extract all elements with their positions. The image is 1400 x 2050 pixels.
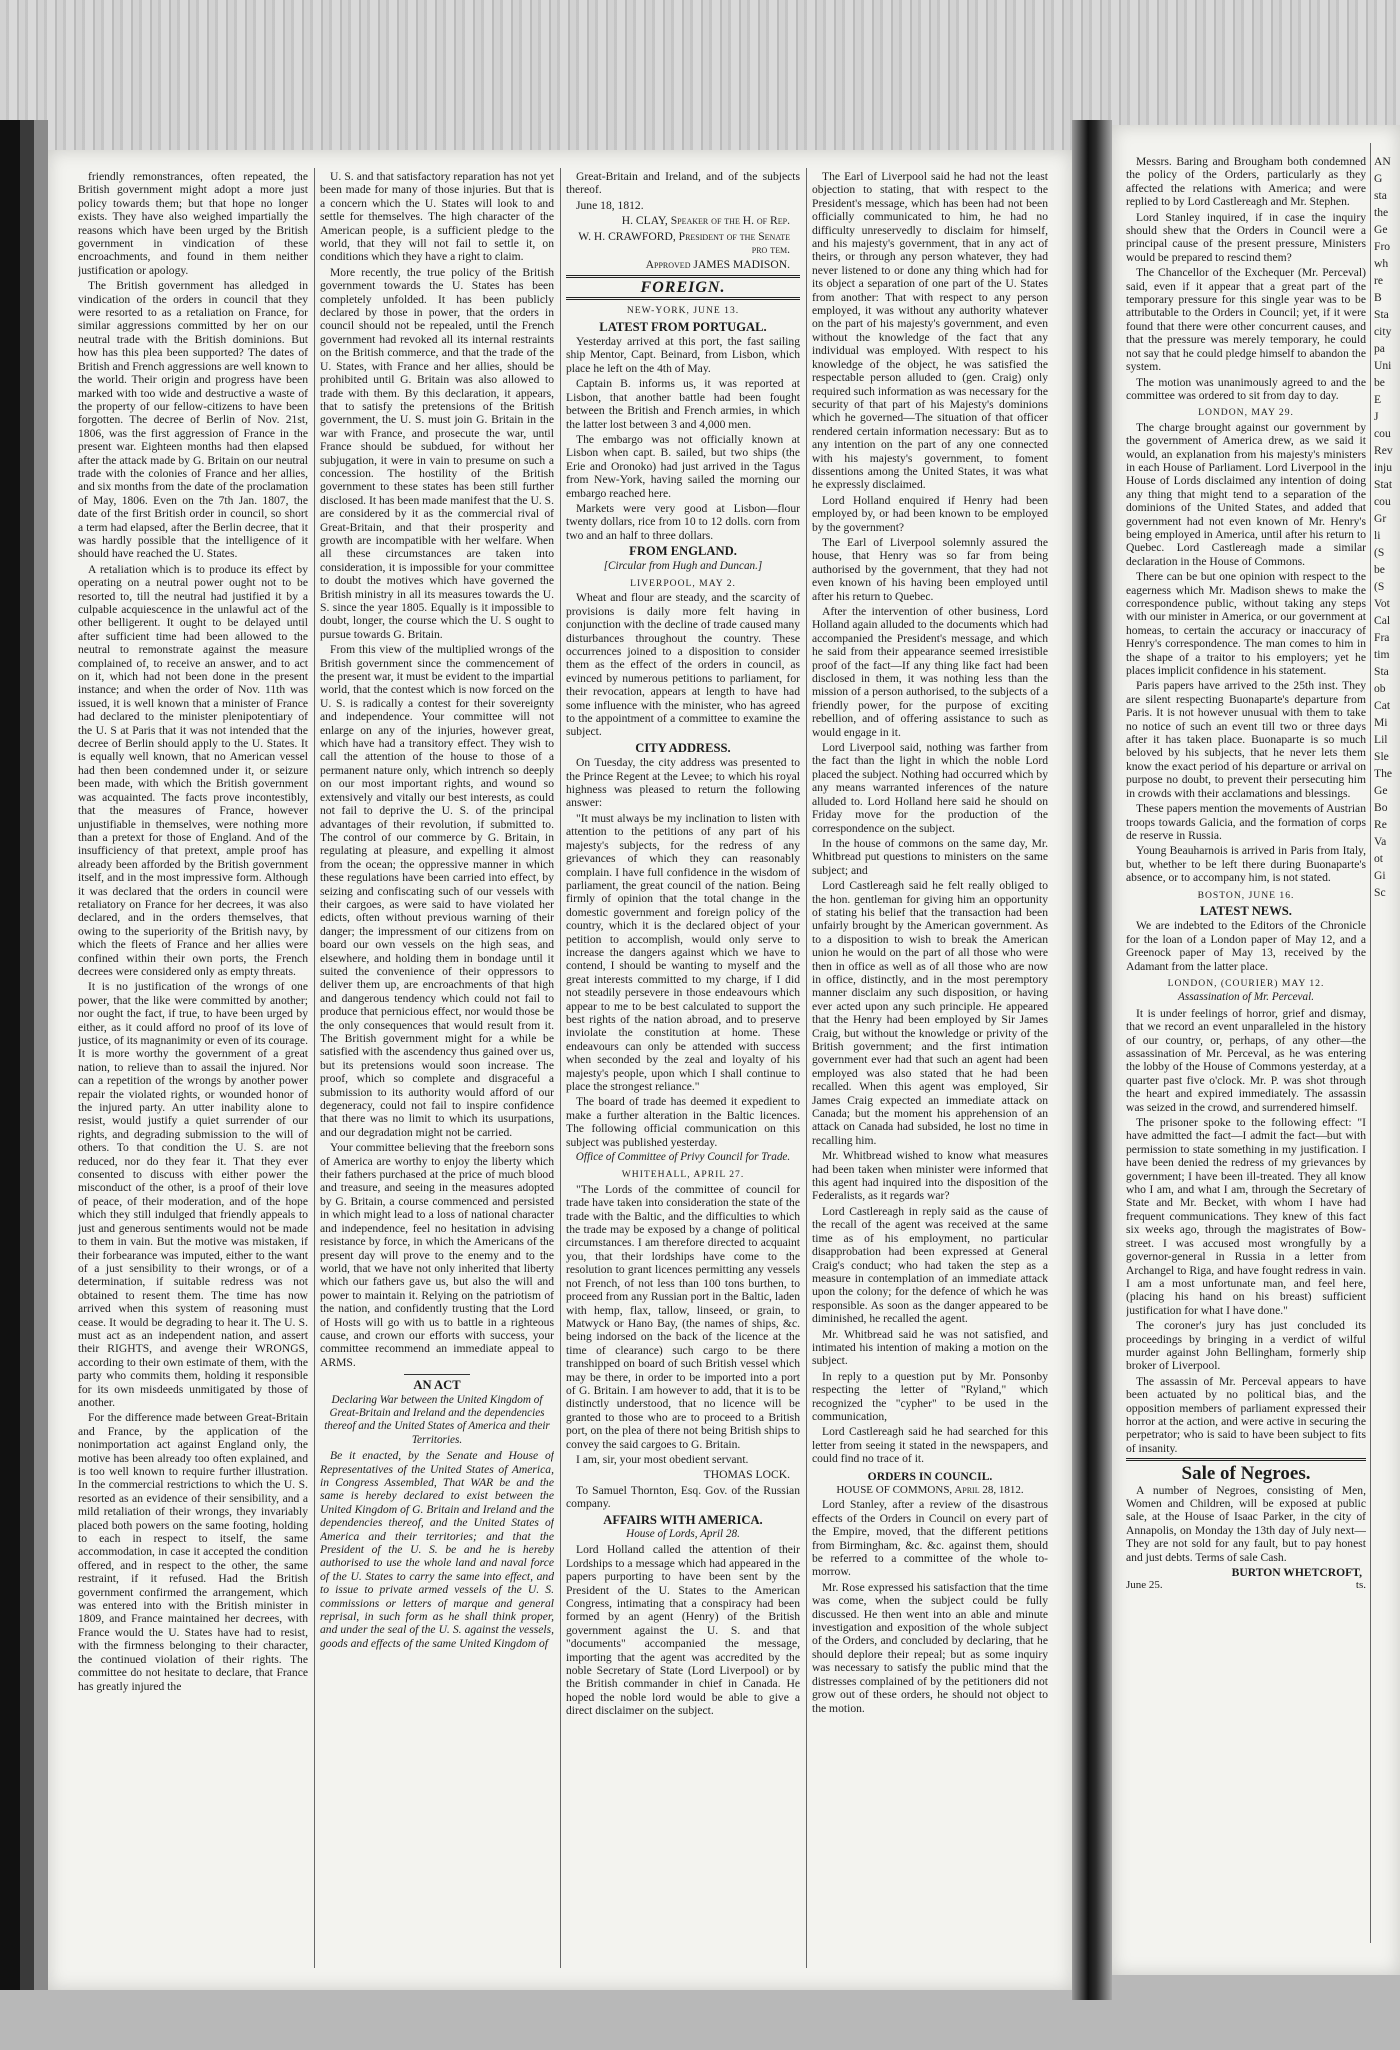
act-body: Be it enacted, by the Senate and House of Representatives of the United States of America, in Congress Assembled, That WAR be and the same is hereby declared to exist between the United Kingdom of G. Britain and Ireland and the dependencies thereof, and the United States of America and their territories; and that the President of the U. S. be and he is hereby authorised to use the whole land and naval force of the U. States to carry the same into effect, and to issue to private armed vessels of the U. S. commissions or letters of marque and general reprisal, in such form as he shall think proper, and under the seal of the U. S. against the vessels, goods and effects of the same United Kingdom of — [320, 1449, 554, 1650]
col2-paragraph: Your committee believing that the freeborn sons of America are worthy to enjoy the liberty which their fathers purchased at the price of much blood and treasure, and seeing in the measures adopted by G. Britain, a course commenced and persisted in which might lead to a loss of national character and independence, feel no hesitation in advising resistance by force, in which the Americans of the present day will prove to the enemy and to the world, that we have not only inherited that liberty which our fathers gave us, but also the will and power to maintain it. Relying on the patriotism of the nation, and confidently trusting that the Lord of Hosts will go with us to battle in a righteous cause, and crown our efforts with success, your committee recommend an immediate appeal to ARMS. — [320, 1141, 554, 1369]
column-1 — [78, 170, 308, 1970]
edge-fragment: be — [1374, 563, 1385, 576]
edge-fragment: city — [1374, 325, 1392, 338]
col1-paragraph: A retaliation which is to produce its effect by operating on a neutral power ought not to be resorted to, till the neutral had justified it by a culpable acquiescence in the unlawful act of the other belligerent. It ought to be delayed until after sufficient time had been allowed to the neutral to remonstrate against the measure complained of, to receive an answer, and to act on it, which had not been done in the present instance; and when the order of Nov. 11th was issued, it is well known that a minister of France had declared to the minister plenipotentiary of the U. S at Paris that it was not intended that the decree of Berlin should apply to the U. States. It is equally well known, that no American vessel had then been condemned under it, or seizure been made, with which the British government was acquainted. The facts prove incontestibly, that the measures of France, however unjustifiable in themselves, were nothing more than a pretext for those of England. And of the insufficiency of that pretext, ample proof has already been afforded by the British government itself, and in the most impressive form. Although it was declared that the orders in council were retaliatory on France for her decrees, it was also declared, and in the orders themselves, that owing to the superiority of the British navy, by which the fleets of France and her allies were confined within their own ports, the French decrees were considered only as empty threats. — [78, 562, 308, 978]
cropped-column-fragments — [1374, 155, 1400, 903]
edge-fragment: Cal — [1374, 614, 1391, 627]
sale-notice-signer: BURTON WHETCROFT, — [1231, 1566, 1362, 1580]
col4-paragraph: Lord Castlereagh said he had searched for this letter from seeing it stated in the newspapers, and could find no trace of it. — [812, 1425, 1048, 1466]
col4-paragraph: Lord Holland enquired if Henry had been employed by, or had been known to be employed by the government? — [812, 493, 1048, 534]
edge-fragment: Stat — [1374, 478, 1393, 491]
col5-paragraph: These papers mention the movements of Austrian troops towards Galicia, and the formation of corps de reserve in Russia. — [1126, 802, 1366, 842]
signature-madison: Approved JAMES MADISON. — [645, 258, 790, 272]
col5-paragraph: We are indebted to the Editors of the Chronicle for the loan of a London paper of May 12, and a Greenock paper of May 13, received by the Adamant from the latter place. — [1126, 919, 1366, 973]
england-paragraph: Wheat and flour are steady, and the scarcity of provisions is daily more felt having in conjunction with the decline of trade caused many disturbances throughout the country. These occurrences joined to a disposition to consider them as the effect of the orders in council, as evinced by numerous petitions to parliament, for their revocation, appears at length to have had some influence with the minister, who has agreed to the appointment of a committee to examine the subject. — [566, 591, 800, 739]
dateline-boston: BOSTON, JUNE 16. — [1197, 889, 1295, 901]
page-gutter — [1072, 120, 1112, 2000]
edge-fragment: the — [1374, 206, 1389, 219]
portugal-paragraph: Markets were very good at Lisbon—flour twenty dollars, rice from 10 to 12 dolls. corn from two and an half to three dollars. — [566, 501, 800, 542]
col4-paragraph: The Earl of Liverpool said he had not the least objection to stating, that with respect to the President's message, which has been had not been officially communicated to him, he had no difficulty unreservedly to disclaim for himself, and his majesty's government, that in any act of theirs, or through any person whatever, they had never listened to or done any thing which had for its object a separation of one part of the U. States from another: That with respect to any person employed, it was without any authority whatever on the part of his majesty's government, and even without the knowledge of the fact that any individual was employed. With respect to his knowledge of the object, he was satisfied the respectable person alluded to (gen. Craig) only required such information as was necessary for the security of that part of his Majesty's dominions which he governed—The situation of that officer rendered certain information necessary: But as to any intention on the part of any one connected with his majesty's government, to foment dissentions among the United States, it was what he expressly disclaimed. — [812, 170, 1048, 492]
dateline-whitehall: WHITEHALL, APRIL 27. — [621, 1169, 745, 1181]
col4-paragraph: In the house of commons on the same day, Mr. Whitbread put questions to ministers on the same subject; and — [812, 836, 1048, 877]
edge-fragment: Va — [1374, 835, 1387, 848]
col5-paragraph: Messrs. Baring and Brougham both condemned the policy of the Orders, particularly as they affected the relations with America; and were replied to by Lord Castlereagh and Mr. Stephen. — [1126, 155, 1366, 209]
portugal-heading: LATEST FROM PORTUGAL. — [599, 319, 767, 334]
col4-paragraph: Lord Castlereagh said he felt really obliged to the hon. gentleman for giving him an opportunity of stating his belief that the transaction had been unfairly brought by the American government. As to a disposition to wish to break the American union he would on the part of all those who were then in office as well as of all those who are now in office, distinctly, and in the most peremptory manner disclaim any such disposition, or having ever acted upon any such principle. He appeared that the Henry had been employed by Sir James Craig, but without the knowledge or privity of the British government; and the first intimation government ever had that such an agent had been employed was also stated that he had been recalled. When this agent was employed, Sir James Craig expected an immediate attack on Canada; but the moment his apprehension of an attack on Canada had subsided, he lost no time in recalling him. — [812, 879, 1048, 1147]
double-rule — [566, 297, 800, 300]
privy-council-subheading: Office of Committee of Privy Council for Trade. — [575, 1151, 791, 1164]
dateline-london: LONDON, MAY 29. — [1198, 407, 1294, 419]
col2-paragraph: More recently, the true policy of the British government towards the U. States has been completely unfolded. It has been publicly declared by those in power, that the orders in council should not be repealed, until the French government had revoked all its internal restraints on the British commerce, and that the trade of the U. States, with France and her allies, should be prohibited until G. Britain was also allowed to trade with them. By this declaration, it appears, that to satisfy the pretensions of the British government, the U. S. must join G. Britain in the war with France, and prosecute the war, until France should be subdued, for without her subjugation, it were in vain to presume on such a concession. The hostility of the British government to these states has been still further disclosed. It has been made manifest that the U. S. are considered by it as the commercial rival of Great-Britain, and that their prosperity and growth are incompatible with her welfare. When all these circumstances are taken into consideration, it is impossible for your committee to doubt the motives which have governed the British ministry in all its measures towards the U. S. since the year 1805. Equally is it impossible to doubt, longer, the course which the U. S ought to pursue towards G. Britain. — [320, 265, 554, 641]
dateline-courier: LONDON, (COURIER) MAY 12. — [1167, 977, 1325, 989]
edge-fragment: Sta — [1374, 665, 1389, 678]
sale-notice-body: A number of Negroes, consisting of Men, Women and Children, will be exposed at public sale, at the House of Isaac Parker, in the city of Annapolis, on Monday the 13th day of July next—They are not sold for any fault, but to pay honest and just debts. Terms of sale Cash. — [1126, 1483, 1366, 1564]
col5-paragraph: The prisoner spoke to the following effect: "I have admitted the fact—I admit the fact—but with permission to state something in my justification. I have been denied the redress of my grievances by government; I have been ill-treated. They all know who I am, and what I am, through the Secretary of State and Mr. Becket, with whom I have had frequent communications. They knew of this fact six weeks ago, through the magistrates of Bow-street. I was accused most wrongfully by a governor-general in Russia in a letter from Archangel to Riga, and have fought redress in vain. I am a most unfortunate man, and feel here, (placing his hand on his breast) sufficient justification for what I have done." — [1126, 1116, 1366, 1317]
edge-fragment: Re — [1374, 818, 1387, 831]
act-subtitle: Declaring War between the United Kingdom of Great-Britain and Ireland and the dependencies thereof and the United States of America and their Territories. — [324, 1393, 550, 1446]
england-subheading: [Circular from Hugh and Duncan.] — [603, 559, 763, 572]
column-divider — [1370, 143, 1371, 1943]
city-address-heading: CITY ADDRESS. — [635, 740, 731, 755]
privy-paragraph: I am, sir, your most obedient servant. — [576, 1452, 749, 1466]
section-rule — [404, 1374, 470, 1375]
orders-subheading: HOUSE OF COMMONS, April 28, 1812. — [836, 1484, 1024, 1496]
col2-paragraph: From this view of the multiplied wrongs of the British government since the commencement of the present war, it must be evident to the impartial world, that the contest which is now forced on the U. S. is radically a contest for their sovereignty and independence. Your committee will not enlarge on any of the injuries, however great, which have had a transitory effect. They wish to call the attention of the house to those of a permanent nature only, which intrench so deeply on our most important rights, and wound so extensively and vitally our best interests, as could not fail to deprive the U. S. of the principal advantages of their revolution, if submitted to. The control of our commerce by G. Britain, in regulating at pleasure, and expelling it almost from the ocean; the oppressive manner in which these regulations have been carried into effect, by seizing and confiscating such of our vessels with their cargoes, as were said to have violated her edicts, often without previous warning of their danger; the impressment of our citizens from on board our own vessels on the high seas, and elsewhere, and holding them in bondage until it suited the convenience of their oppressors to deliver them up, are encroachments of that high and dangerous tendency which could not fail to produce that pernicious effect, nor would those be the only consequences that would result from it. The British government might for a while be satisfied with the ascendency thus gained over us, but its pretensions would soon increase. The proof, which so complete and disgraceful a submission to its authority would afford of our degeneracy, could not fail to inspire confidence that there was no limit to which its usurpations, and our degradation might not be carried. — [320, 643, 554, 1139]
affairs-heading: AFFAIRS WITH AMERICA. — [603, 1512, 763, 1527]
edge-fragment: Fro — [1374, 240, 1391, 253]
city-paragraph: On Tuesday, the city address was presented to the Prince Regent at the Levee; to which his royal highness was pleased to return the following answer: — [566, 756, 800, 810]
column-5 — [1126, 155, 1366, 1965]
col4-paragraph: The Earl of Liverpool solemnly assured the house, that Henry was so far from being authorised by the government, that they had not even known of his having been employed until after his return to Quebec. — [812, 535, 1048, 603]
edge-fragment: cou — [1374, 495, 1391, 508]
column-divider — [314, 168, 315, 1968]
edge-fragment: E — [1374, 393, 1382, 406]
column-divider — [560, 168, 561, 1968]
column-3 — [566, 170, 800, 1970]
edge-fragment: Ge — [1374, 223, 1388, 236]
edge-fragment: Fra — [1374, 631, 1390, 644]
lock-recipient: To Samuel Thornton, Esq. Gov. of the Russian company. — [566, 1483, 800, 1511]
edge-fragment: Mi — [1374, 716, 1388, 729]
edge-fragment: be — [1374, 376, 1385, 389]
edge-fragment: Gr — [1374, 512, 1387, 525]
col4-paragraph: Mr. Whitbread said he was not satisfied, and intimated his intention of making a motion on the subject. — [812, 1327, 1048, 1368]
col4-paragraph: Lord Castlereagh in reply said as the cause of the recall of the agent was received at the same time as of his employment, no particular disapprobation had been expressed at General Craig's conduct; who had taken the step as a measure in contemplation of an immediate attack upon the colony; for the defence of which he was responsible. As soon as the danger appeared to be diminished, he recalled the agent. — [812, 1204, 1048, 1326]
foreign-heading: FOREIGN. — [640, 278, 726, 296]
edge-fragment: Bo — [1374, 801, 1388, 814]
col1-paragraph: It is no justification of the wrongs of one power, that the like were committed by another; nor ought the fact, if true, to have been urged by either, as it could afford no proof of its love of justice, of its magnanimity or even of its courage. It is more worthy the government of a great nation, to relieve than to assail the injured. Nor can a repetition of the wrongs by another power repair the violated rights, or wounded honor of the injured party. An utter inability alone to resist, would justify a quiet surrender of our rights, and degrading submission to the will of others. To that condition the U. S. are not reduced, nor do they fear it. That they ever consented to discuss with either power the misconduct of the other, is a proof of their love of peace, of their moderation, and of the hope which they still indulged that friendly appeals to just and generous sentiments would not be made to them in vain. But the motive was mistaken, if their forbearance was imputed, either to the want of a just sensibility to their wrongs, or of a determination, if suitable redress was not obtained to resent them. The time has now arrived when this system of reasoning must cease. It would be degrading to hear it. The U. S. must act as an independent nation, and assert their RIGHTS, and avenge their WRONGS, according to their own estimate of them, with the party who commits them, holding it responsible for its own misdeeds unmitigated by those of another. — [78, 980, 308, 1409]
col4-paragraph: Lord Stanley, after a review of the disastrous effects of the Orders in Council on every part of the Empire, moved, that the different petitions from Birmingham, &c. &c. against them, should be referred to a committee of the whole to-morrow. — [812, 1498, 1048, 1579]
edge-fragment: (S — [1374, 546, 1385, 559]
edge-fragment: Sta — [1374, 308, 1389, 321]
sale-notice-date: June 25. — [1126, 1579, 1163, 1592]
column-divider — [806, 168, 807, 1968]
double-rule — [566, 275, 800, 278]
edge-fragment: Sc — [1374, 886, 1386, 899]
edge-fragment: B — [1374, 291, 1382, 304]
col5-paragraph: It is under feelings of horror, grief and dismay, that we record an event unparalleled in the history of our country, or, perhaps, of any other—the assassination of Mr. Perceval, as he was entering the lobby of the House of Commons yesterday, at a quarter past five o'clock. Mr. P. was shot through the heart and expired immediately. The assassin was seized in the crowd, and surrendered himself. — [1126, 1006, 1366, 1114]
sale-notice-footer — [1126, 1579, 1366, 1592]
col5-paragraph: There can be but one opinion with respect to the eagerness which Mr. Madison shews to make the correspondence public, without taking any steps with our minister in America, or our government at homeas, to certain the accuracy or inaccuracy of Henry's correspondence. The man comes to him in the shape of a traitor to his employers; yet he places implicit confidence in his statement. — [1126, 570, 1366, 678]
edge-fragment: Cat — [1374, 699, 1391, 712]
city-paragraph: The board of trade has deemed it expedient to make a further alteration in the Baltic licences. The following official communication on this subject was published yesterday. — [566, 1095, 800, 1149]
sale-notice-ts: ts. — [1355, 1579, 1366, 1592]
newspaper-page-left — [48, 150, 1072, 1990]
col5-paragraph: Young Beauharnois is arrived in Paris from Italy, but, whether to be left there during Buonaparte's absence, or to accompany him, is not stated. — [1126, 844, 1366, 885]
col4-paragraph: After the intervention of other business, Lord Holland again alluded to the documents which had accompanied the President's message, and which he said from their appearance seemed irresistible proof of the fact—If any thing like fact had been disclosed in them, it was nothing less than the mission of a person authorised, to the subjects of a friendly power, for the purpose of exciting rebellion, and of offering assistance to such as would engage in it. — [812, 605, 1048, 739]
dateline-liverpool: LIVERPOOL, MAY 2. — [630, 577, 736, 589]
edge-fragment: re — [1374, 274, 1384, 287]
dateline-new-york: NEW-YORK, JUNE 13. — [626, 305, 740, 317]
col1-paragraph: friendly remonstrances, often repeated, the British government might adopt a more just policy towards them; but that hope no longer exists. They have also weighed impartially the reasons which have been urged by the British government in vindication of these encroachments, and found in them neither justification or apology. — [78, 170, 308, 277]
col5-paragraph: The assassin of Mr. Perceval appears to have been actuated by no political bias, and the opposition members of parliament expressed their horror at the action, and were active in securing the perpetrator; who is said to have been subject to fits of insanity. — [1126, 1374, 1366, 1455]
edge-fragment: J — [1374, 410, 1379, 423]
edge-fragment: li — [1374, 529, 1381, 542]
affairs-paragraph: Lord Holland called the attention of their Lordships to a message which had appeared in the papers purporting to have been sent by the President of the U. States to the American Congress, intimating that a conspiracy had been formed by an agent (Henry) of the British government against the U. S. and that "documents" accompanied the message, importing that the agent was accredited by the noble Secretary of State (Lord Liverpool) or by the British commander in chief in Canada. He hoped the noble lord would be able to give a direct disclaimer on the subject. — [566, 1543, 800, 1718]
col2-paragraph: U. S. and that satisfactory reparation has not yet been made for many of those injuries. But that is a concern which the U. States will look to and settle for themselves. The high character of the American people, is a sufficient pledge to the world, that they will not fail to settle it, on conditions which they have a right to claim. — [320, 170, 554, 264]
column-4 — [812, 170, 1048, 1970]
edge-fragment: inju — [1374, 461, 1393, 474]
edge-fragment: Lil — [1374, 733, 1388, 746]
edge-fragment: ot — [1374, 852, 1384, 865]
affairs-subheading: House of Lords, April 28. — [626, 1528, 740, 1540]
edge-fragment: (S — [1374, 580, 1385, 593]
portugal-paragraph: The embargo was not officially known at Lisbon when capt. B. sailed, but two ships (the Erie and Oronoko) had just arrived in the Tagus from New-York, having sailed the morning our embargo reached here. — [566, 432, 800, 500]
col5-paragraph: The motion was unanimously agreed to and the committee was ordered to sit from day to day. — [1126, 375, 1366, 402]
col5-paragraph: The charge brought against our government by the government of America drew, as we said it would, an explanation from his majesty's ministers in each House of Parliament. Lord Liverpool in the House of Lords disclaimed any intention of doing any thing that might tend to a separation of the dominions of the United States, and added that government had not even known of Mr. Henry's being employed in America, until after his return to Quebec. Lord Castlereagh made a similar declaration in the House of Commons. — [1126, 420, 1366, 568]
edge-fragment: AN — [1374, 155, 1391, 168]
col5-paragraph: The coroner's jury has just concluded its proceedings by bringing in a verdict of wilful murder against John Bellingham, formerly ship broker of Liverpool. — [1126, 1319, 1366, 1373]
edge-fragment: tim — [1374, 648, 1390, 661]
col4-paragraph: In reply to a question put by Mr. Ponsonby respecting the letter of "Ryland," which recognized the "cypher" to be used in the communication, — [812, 1369, 1048, 1423]
edge-fragment: Uni — [1374, 359, 1392, 372]
sale-notice-title: Sale of Negroes. — [1181, 1463, 1311, 1485]
col5-paragraph: The Chancellor of the Exchequer (Mr. Perceval) said, even if it appear that a great part of the temporary pressure for this single year was to be attributable to the Orders in Council; yet, if it were found that there were other concurrent causes, and that the pressure was merely temporary, he could not say that he could pledge himself to abandon the system. — [1126, 266, 1366, 374]
edge-fragment: Ge — [1374, 784, 1388, 797]
signature-lock: THOMAS LOCK. — [703, 1468, 790, 1482]
col4-paragraph: Mr. Rose expressed his satisfaction that the time was come, when the subject could be fully discussed. He then went into an able and minute investigation and exposition of the whole subject of the Orders, and concluded by declaring, that he should deplore their repeal; but as some inquiry was necessary to satisfy the public mind that the distresses complained of by the petitioners did not grow out of these orders, he should not object to the motion. — [812, 1580, 1048, 1715]
col5-paragraph: Lord Stanley inquired, if in case the inquiry should shew that the Orders in Council were a principal cause of the present pressure, Ministers would be prepared to rescind them? — [1126, 210, 1366, 264]
assassination-heading: Assassination of Mr. Perceval. — [1178, 991, 1314, 1004]
latest-news-heading: LATEST NEWS. — [1200, 903, 1292, 918]
book-spine-left — [0, 120, 48, 1990]
edge-fragment: The — [1374, 767, 1393, 780]
col5-paragraph: Paris papers have arrived to the 25th inst. They are silent respecting Buonaparte's departure from Paris. It is not however unusual with them to take no notice of such an event till two or three days after it has taken place. Buonaparte is so much beloved by his subjects, that he never lets them know the exact period of his departure or arrival on purpose no doubt, to prevent their persecuting him in crowds with their acclamations and blessings. — [1126, 679, 1366, 800]
edge-fragment: G — [1374, 172, 1383, 185]
portugal-paragraph: Yesterday arrived at this port, the fast sailing ship Mentor, Capt. Beinard, from Lisbon, which place he left on the 4th of May. — [566, 335, 800, 375]
edge-fragment: wh — [1374, 257, 1389, 270]
col4-paragraph: Lord Liverpool said, nothing was farther from the fact than the light in which the noble Lord placed the subject. Nothing had occurred which by any means warranted inferences of the nature alluded to. Lord Holland here said he should on Friday move for the production of the correspondence on the subject. — [812, 741, 1048, 835]
signature-crawford: W. H. CRAWFORD, President of the Senate pro tem. — [578, 229, 790, 257]
column-2 — [320, 170, 554, 1970]
portugal-paragraph: Captain B. informs us, it was reported at Lisbon, that another battle had been fought between the British and French armies, in which the latter lost between 3 and 4,000 men. — [566, 377, 800, 431]
edge-fragment: pa — [1374, 342, 1385, 355]
edge-fragment: Vot — [1374, 597, 1390, 610]
double-rule — [1126, 1458, 1366, 1461]
act-date: June 18, 1812. — [576, 198, 644, 212]
newspaper-page-right — [1112, 125, 1400, 1975]
edge-fragment: Gi — [1374, 869, 1386, 882]
col1-paragraph: The British government has alledged in vindication of the orders in council that they were resorted to as a retaliation on France, for similar aggressions committed by her on our neutral trade with the British dominions. But how has this plea been supported? The dates of British and French aggressions are well known to the world. Their origin and progress have been marked with too wide and destructive a waste of the property of our fellow-citizens to have been forgotten. The decree of Berlin of Nov. 21st, 1806, was the first aggression of France in the present war. Eighteen months had then elapsed after the attack made by G. Britain on our neutral trade with the colonies of France and her allies, and six months from the date of the proclamation of May, 1806. Even on the 7th Jan. 1807, the date of the first British order in council, so short a term had elapsed, after the Berlin decree, that it was hardly possible that the intelligence of it should have reached the U. States. — [78, 279, 308, 561]
orders-heading: ORDERS IN COUNCIL. — [867, 1469, 993, 1483]
edge-fragment: cou — [1374, 427, 1391, 440]
edge-fragment: Rev — [1374, 444, 1393, 457]
act-end: Great-Britain and Ireland, and of the subjects thereof. — [566, 170, 800, 197]
city-paragraph: "It must always be my inclination to listen with attention to the petitions of any part of his majesty's subjects, for the redress of any grievances of which they can reasonably complain. I have full confidence in the wisdom of parliament, the great council of the nation. Being firmly of opinion that the total change in the domestic government and foreign policy of the country, which it is the declared object of your petition to accomplish, would only serve to increase the dangers against which we have to contend, I should be wanting to myself and the great interests committed to my charge, if I did not steadily persevere in those endeavours which appear to me to be best calculated to support the best rights of the nation abroad, and to preserve inviolate the constitution at home. These endeavours can only be attended with success when seconded by the zeal and loyalty of his majesty's people, upon which I shall continue to place the strongest reliance." — [566, 811, 800, 1093]
act-title: AN ACT — [413, 1378, 461, 1393]
england-heading: FROM ENGLAND. — [629, 544, 737, 559]
col1-paragraph: For the difference made between Great-Britain and France, by the application of the nonimportation act against England only, the motive has been already too often explained, and is too well known to require further illustration. In the commercial restrictions to which the U. S. resorted as an evidence of their sensibility, and a mild retaliation of their wrongs, they invariably placed both powers on the same footing, holding to each in respect to itself, the same accommodation, in case it accepted the condition offered, and in respect to the other, the same restraint, if it refused. Had the British government confirmed the arrangement, which was entered into with the British minister in 1809, and France maintained her decrees, with France would the U. States have had to resist, with the firmness belonging to their character, the continued violation of their rights. The committee do not hesitate to declare, that France has greatly injured the — [78, 1411, 308, 1693]
edge-fragment: Sle — [1374, 750, 1389, 763]
signature-clay: H. CLAY, Speaker of the H. of Rep. — [621, 214, 790, 228]
privy-paragraph: "The Lords of the committee of council for trade have taken into consideration the state of the trade with the Baltic, and the difficulties to which the trade may be exposed by a change of political circumstances. I am therefore directed to acquaint you, that their lordships have come to the resolution to grant licences permitting any vessels not French, of not less than 100 tons burthen, to proceed from any Russian port in the Baltic, laden with hemp, flax, tallow, linseed, or grain, to Matwyck or Hano Bay, (the names of ships, &c. being indorsed on the back of the licence at the time of clearance) such cargo to be there transhipped on board of such British vessel which may be there, in order to be imported into a port of G. Britain. I am however to add, that it is to be distinctly understood, that no licence will be granted to those who are to proceed to a British port, on the plea of there not being British ships to convey the said cargoes to G. Britain. — [566, 1182, 800, 1451]
edge-fragment: sta — [1374, 189, 1387, 202]
col4-paragraph: Mr. Whitbread wished to know what measures had been taken when minister were informed that this agent had inquired into the disposition of the Federalists, as it regards war? — [812, 1149, 1048, 1203]
edge-fragment: ob — [1374, 682, 1386, 695]
